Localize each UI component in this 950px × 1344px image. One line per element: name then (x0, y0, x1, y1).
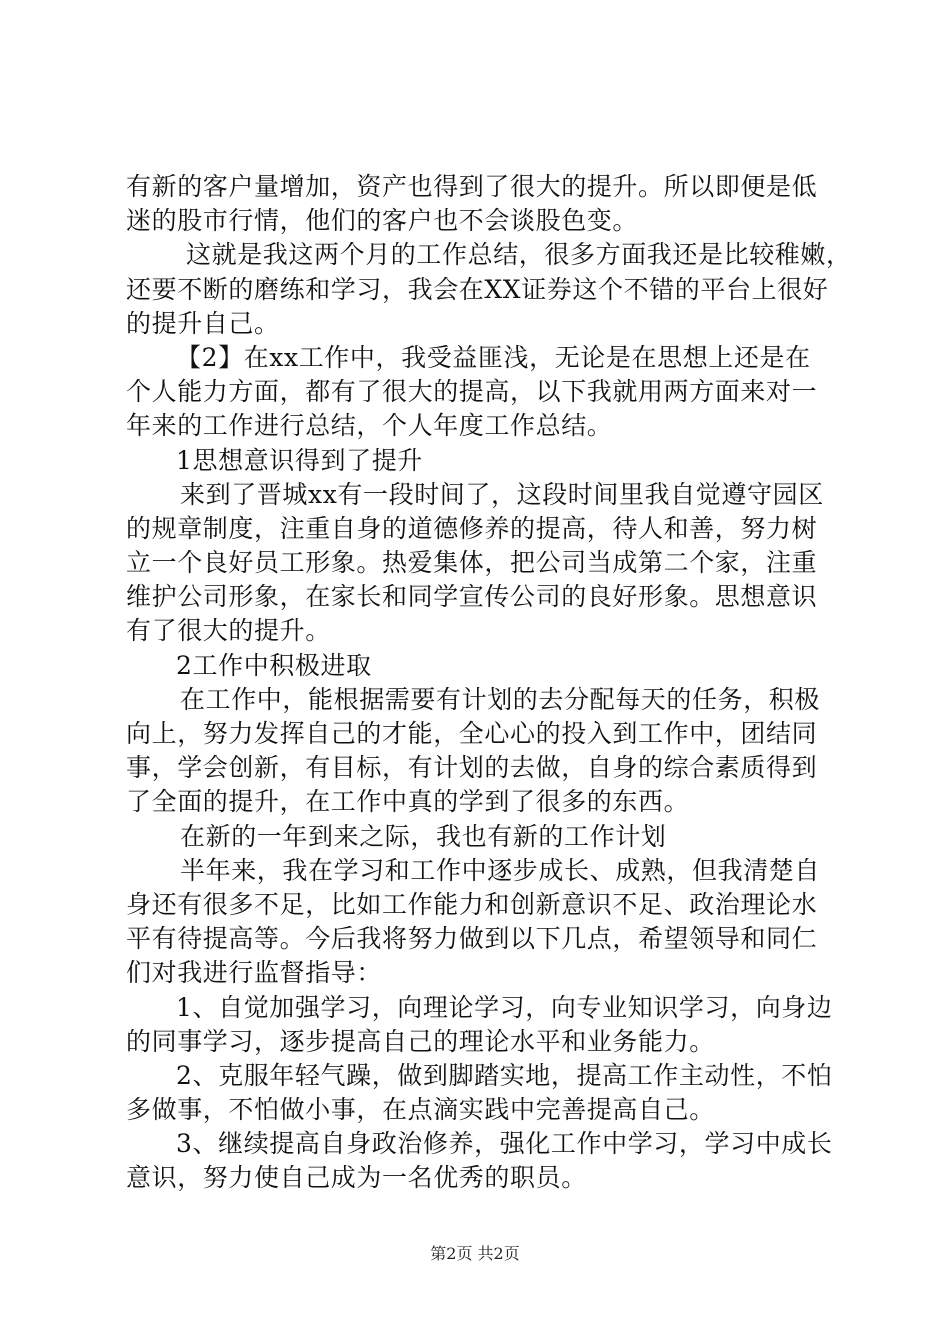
text-line: 年来的工作进行总结，个人年度工作总结。 (126, 411, 613, 441)
text-line: 个人能力方面，都有了很大的提高，以下我就用两方面来对一 (126, 377, 818, 407)
text-line: 这就是我这两个月的工作总结，很多方面我还是比较稚嫩， (186, 240, 852, 270)
text-line: 半年来，我在学习和工作中逐步成长、成熟，但我清楚自 (180, 855, 821, 885)
text-line: 事，学会创新，有目标，有计划的去做，自身的综合素质得到 (126, 753, 818, 783)
text-line: 的规章制度，注重自身的道德修养的提高，待人和善，努力树 (126, 513, 818, 543)
text-line: 向上，努力发挥自己的才能，全心心的投入到工作中，团结同 (126, 719, 818, 748)
text-line: 2、克服年轻气躁，做到脚踏实地，提高工作主动性，不怕 (176, 1060, 833, 1090)
text-line: 在工作中，能根据需要有计划的去分配每天的任务，积极 (180, 684, 821, 714)
text-line: 在新的一年到来之际，我也有新的工作计划 (180, 821, 667, 851)
text-line: 平有待提高等。今后我将努力做到以下几点，希望领导和同仁 (126, 924, 818, 954)
text-line: 了全面的提升，在工作中真的学到了很多的东西。 (126, 787, 690, 817)
text-line: 的同事学习，逐步提高自己的理论水平和业务能力。 (126, 1026, 715, 1056)
text-line: 立一个良好员工形象。热爱集体，把公司当成第二个家，注重 (126, 548, 818, 578)
text-line: 们对我进行监督指导： (126, 958, 383, 988)
text-line: 意识，努力使自己成为一名优秀的职员。 (126, 1163, 587, 1193)
page-footer: 第2页 共2页 (430, 1244, 520, 1263)
text-line: 3、继续提高自身政治修养，强化工作中学习，学习中成长 (176, 1129, 833, 1159)
text-line: 1思想意识得到了提升 (176, 445, 423, 475)
text-line: 迷的股市行情，他们的客户也不会谈股色变。 (126, 206, 639, 236)
text-line: 来到了晋城xx有一段时间了，这段时间里我自觉遵守园区 (180, 479, 824, 509)
text-line: 1、自觉加强学习，向理论学习，向专业知识学习，向身边 (176, 992, 833, 1022)
text-line: 多做事，不怕做小事，在点滴实践中完善提高自己。 (126, 1095, 715, 1125)
text-line: 【2】在xx工作中，我受益匪浅，无论是在思想上还是在 (176, 342, 811, 372)
text-line: 有了很大的提升。 (126, 616, 331, 646)
text-line: 还要不断的磨练和学习，我会在XX证券这个不错的平台上很好 (126, 274, 829, 304)
text-line: 的提升自己。 (126, 308, 280, 338)
text-line: 2工作中积极进取 (176, 650, 372, 680)
text-line: 身还有很多不足，比如工作能力和创新意识不足、政治理论水 (126, 889, 818, 919)
document-body (126, 170, 852, 1196)
text-line: 维护公司形象，在家长和同学宣传公司的良好形象。思想意识 (126, 582, 818, 612)
text-line: 有新的客户量增加，资产也得到了很大的提升。所以即便是低 (126, 172, 818, 201)
